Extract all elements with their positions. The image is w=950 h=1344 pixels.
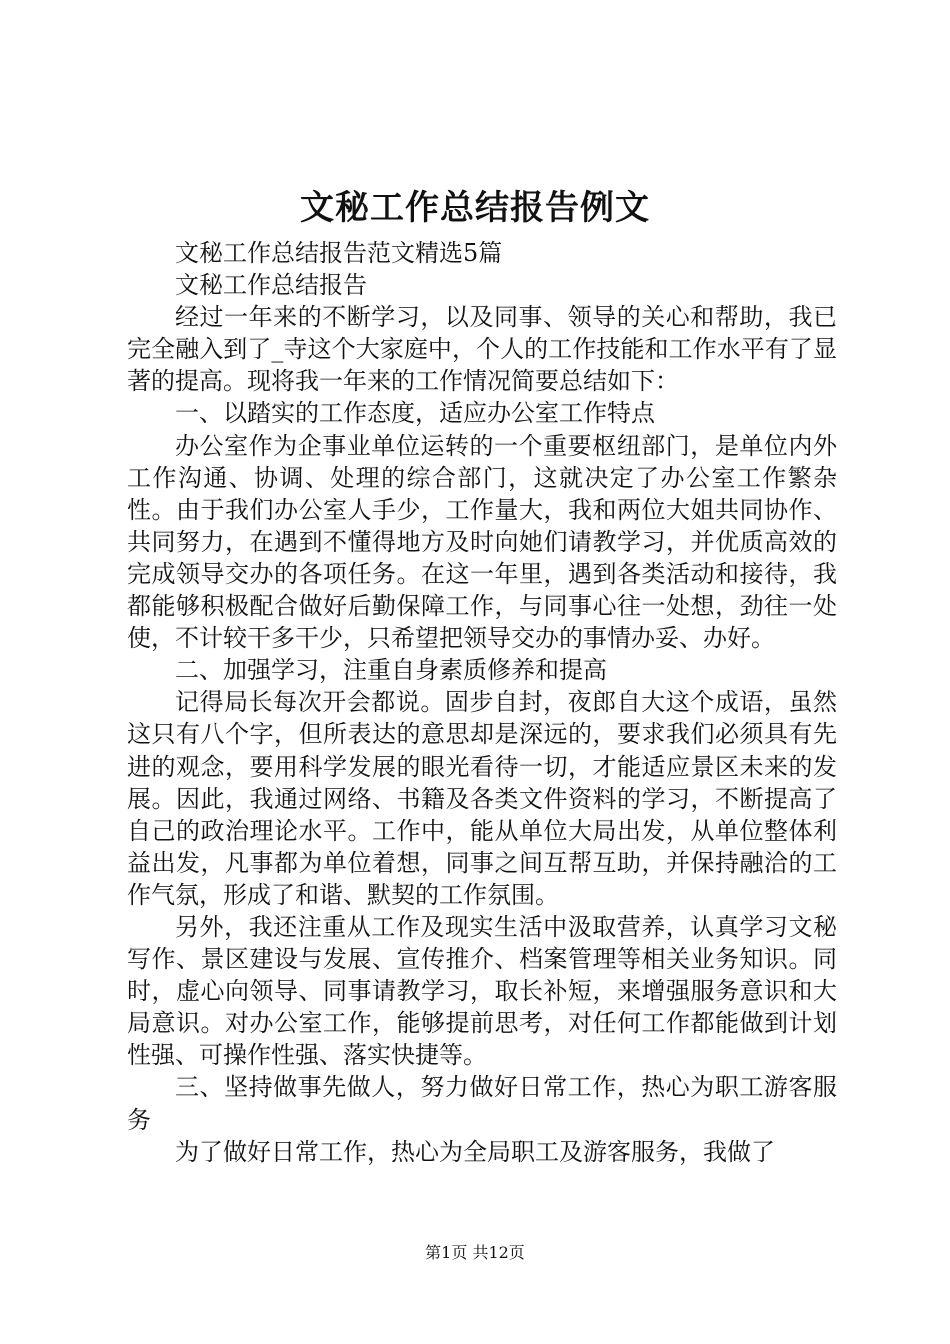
section-heading-3: 三、坚持做事先做人，努力做好日常工作，热心为职工游客服务 bbox=[127, 1073, 837, 1134]
document-body bbox=[127, 237, 837, 1168]
document-title: 文秘工作总结报告例文 bbox=[300, 188, 650, 228]
section-heading-2: 二、加强学习，注重自身素质修养和提高 bbox=[175, 656, 607, 685]
section-heading-1: 一、以踏实的工作态度，适应办公室工作特点 bbox=[175, 399, 655, 428]
paragraph-section-3: 为了做好日常工作，热心为全局职工及游客服务，我做了 bbox=[175, 1137, 775, 1166]
paragraph-section-2a: 记得局长每次开会都说。固步自封，夜郎自大这个成语，虽然这只有八个字，但所表达的意思却是深远的，要求我们必须具有先进的观念，要用科学发展的眼光看待一切，才能适应景区未来的发展。因此，我通过网络、书籍及各类文件资料的学习，不断提高了自己的政治理论水平。工作中，能从单位大局出发，从单位整体利益出发，凡事都为单位着想，同事之间互帮互助，并保持融洽的工作气氛，形成了和谐、默契的工作氛围。 bbox=[127, 688, 837, 909]
paragraph-heading: 文秘工作总结报告 bbox=[175, 271, 367, 300]
page-indicator: 第1页 共12页 bbox=[425, 1243, 525, 1262]
paragraph-section-1: 办公室作为企事业单位运转的一个重要枢纽部门，是单位内外工作沟通、协调、处理的综合部门，这就决定了办公室工作繁杂性。由于我们办公室人手少，工作量大，我和两位大姐共同协作、共同努力，在遇到不懂得地方及时向她们请教学习，并优质高效的完成领导交办的各项任务。在这一年里，遇到各类活动和接待，我都能够积极配合做好后勤保障工作，与同事心往一处想，劲往一处使，不计较干多干少，只希望把领导交办的事情办妥、办好。 bbox=[127, 431, 837, 653]
paragraph-intro: 经过一年来的不断学习，以及同事、领导的关心和帮助，我已完全融入到了_寺这个大家庭中，个人的工作技能和工作水平有了显著的提高。现将我一年来的工作情况简要总结如下： bbox=[127, 303, 837, 396]
paragraph-subtitle: 文秘工作总结报告范文精选5篇 bbox=[175, 239, 503, 267]
paragraph-section-2b: 另外，我还注重从工作及现实生活中汲取营养，认真学习文秘写作、景区建设与发展、宣传推介、档案管理等相关业务知识。同时，虚心向领导、同事请教学习，取长补短，来增强服务意识和大局意识。对办公室工作，能够提前思考，对任何工作都能做到计划性强、可操作性强、落实快捷等。 bbox=[127, 912, 837, 1070]
